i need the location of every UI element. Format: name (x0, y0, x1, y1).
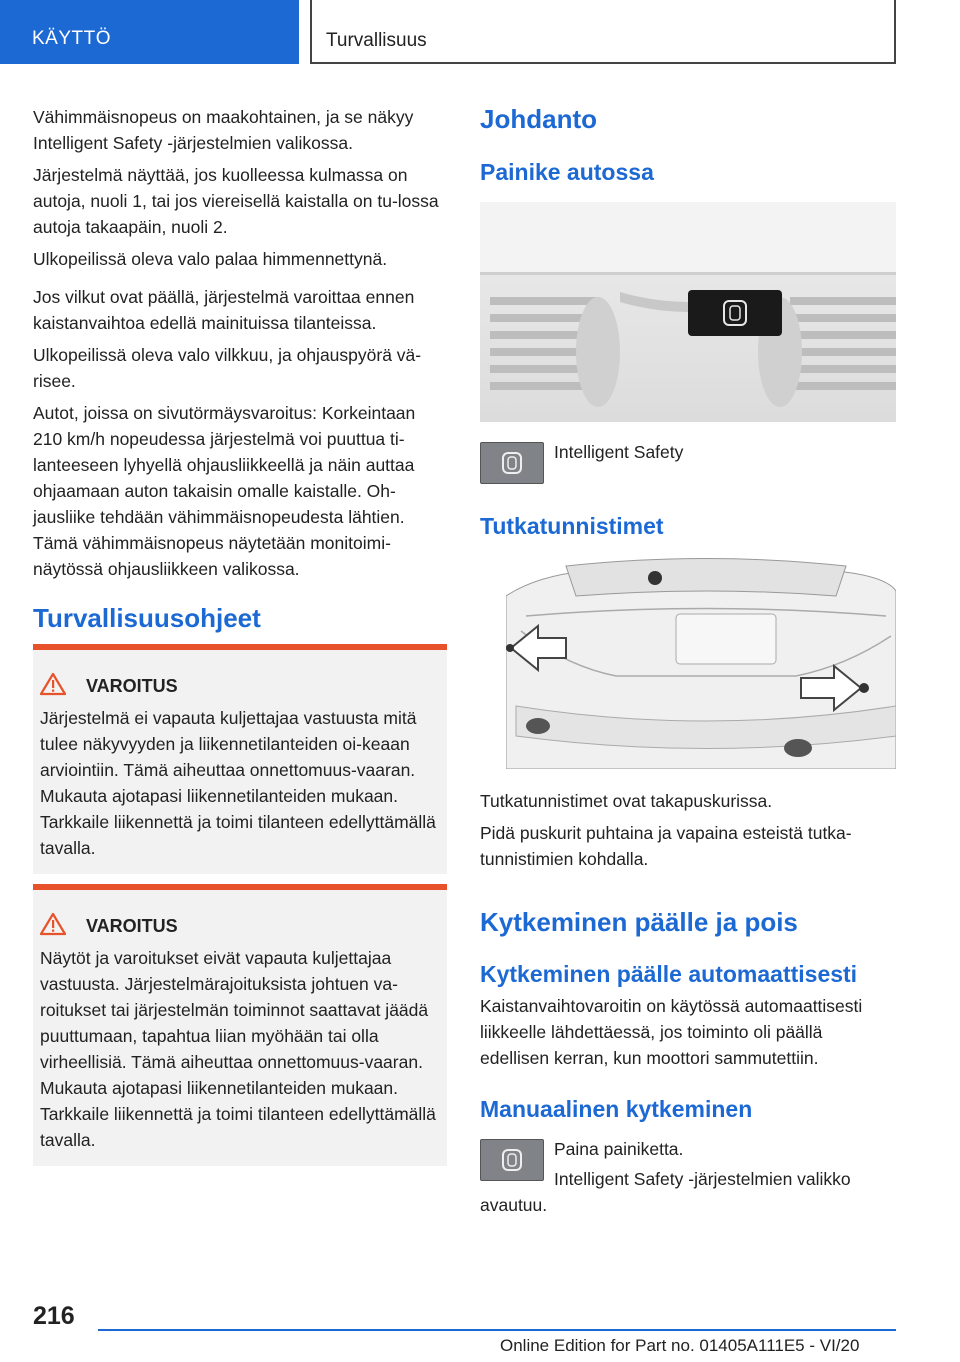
warning-triangle-icon (40, 672, 66, 701)
left-column (33, 104, 447, 588)
intro-heading: Johdanto (480, 104, 597, 134)
auto-text: Kaistanvaihtovaroitin on käytössä automaattisesti liikkeelle lähdettäessä, jos toiminto oli päällä edellisen kerran, kun moottori sammutettiin. (480, 996, 863, 1068)
paragraph: Ulkopeilissä oleva valo vilkkuu, ja ohjauspyörä vä-risee. (33, 345, 422, 391)
chapter-title: Turvallisuus (326, 30, 427, 51)
manual-step: Paina painiketta. (554, 1139, 684, 1159)
rear-bumper-sensors-image (506, 556, 896, 769)
page-number: 216 (33, 1302, 75, 1330)
chapter-tab (310, 0, 896, 64)
safety-heading: Turvallisuusohjeet (33, 603, 261, 633)
warning-title: VAROITUS (86, 676, 178, 696)
section-title: KÄYTTÖ (32, 28, 112, 49)
warning-box (33, 884, 447, 1166)
section-tab (0, 0, 299, 64)
auto-heading: Kytkeminen päälle automaattisesti (480, 961, 858, 987)
warning-triangle-icon (40, 912, 66, 941)
warning-box (33, 644, 447, 874)
paragraph: Ulkopeilissä oleva valo palaa himmennettynä. (33, 249, 388, 269)
paragraph: Vähimmäisnopeus on maakohtainen, ja se näkyy Intelligent Safety -järjestelmien valikossa. (33, 107, 414, 153)
manual-step: Intelligent Safety -järjestelmien valikko avautuu. (480, 1169, 851, 1215)
edition-text: Online Edition for Part no. 01405A111E5 - VI/20 (500, 1336, 860, 1355)
button-label: Intelligent Safety (554, 442, 684, 462)
sensor-text: Pidä puskurit puhtaina ja vapaina esteistä tutka-tunnistimien kohdalla. (480, 823, 852, 869)
intelligent-safety-button-icon (480, 442, 544, 484)
button-heading: Painike autossa (480, 159, 654, 185)
paragraph: Autot, joissa on sivutörmäysvaroitus: Korkeintaan 210 km/h nopeudessa järjestelmä voi puuttua ti-lanteeseen lyhyellä ohjausliikkeellä ja näin auttaa ohjaamaan auton takaisin omalle kaistalle. Oh-jausliike tehdään vähimmäisnopeudesta lähtien. Tämä vähimmäisnopeus näytetään monitoimi-näytössä ohjausliikkeen valikossa. (33, 403, 416, 579)
warning-title: VAROITUS (86, 916, 178, 936)
footer-rule (98, 1329, 896, 1331)
paragraph: Järjestelmä näyttää, jos kuolleessa kulmassa on autoja, nuoli 1, tai jos viereisellä kaistalla on tu-lossa autoja takaapäin, nuoli 2. (33, 165, 439, 237)
switch-heading: Kytkeminen päälle ja pois (480, 907, 798, 937)
warning-text: Näytöt ja varoitukset eivät vapauta kuljettajaa vastuusta. Järjestelmärajoituksista johtuen va-roitukset tai järjestelmän toiminnot saattavat jäädä puuttumaan, tapahtua liian myöhään tai olla virheellisiä. Tämä aiheuttaa onnettomuus-vaaran. Mukauta ajotapasi liikennetilanteiden mukaan. Tarkkaile liikennettä ja toimi tilanteen edellyttämällä tavalla. (40, 948, 436, 1150)
warning-text: Järjestelmä ei vapauta kuljettajaa vastuusta mitä tulee näkyvyyden ja liikennetilanteiden oi-keaan arviointiin. Tämä aiheuttaa onnettomuus-vaaran. Mukauta ajotapasi liikennetilanteiden mukaan. Tarkkaile liikennettä ja toimi tilanteen edellyttämällä tavalla. (40, 708, 436, 858)
paragraph: Jos vilkut ovat päällä, järjestelmä varoittaa ennen kaistanvaihtoa edellä mainituissa tilanteissa. (33, 287, 415, 333)
sensor-text: Tutkatunnistimet ovat takapuskurissa. (480, 791, 773, 811)
sensor-heading: Tutkatunnistimet (480, 513, 664, 539)
manual-heading: Manuaalinen kytkeminen (480, 1096, 753, 1122)
dashboard-button-image (480, 202, 896, 422)
